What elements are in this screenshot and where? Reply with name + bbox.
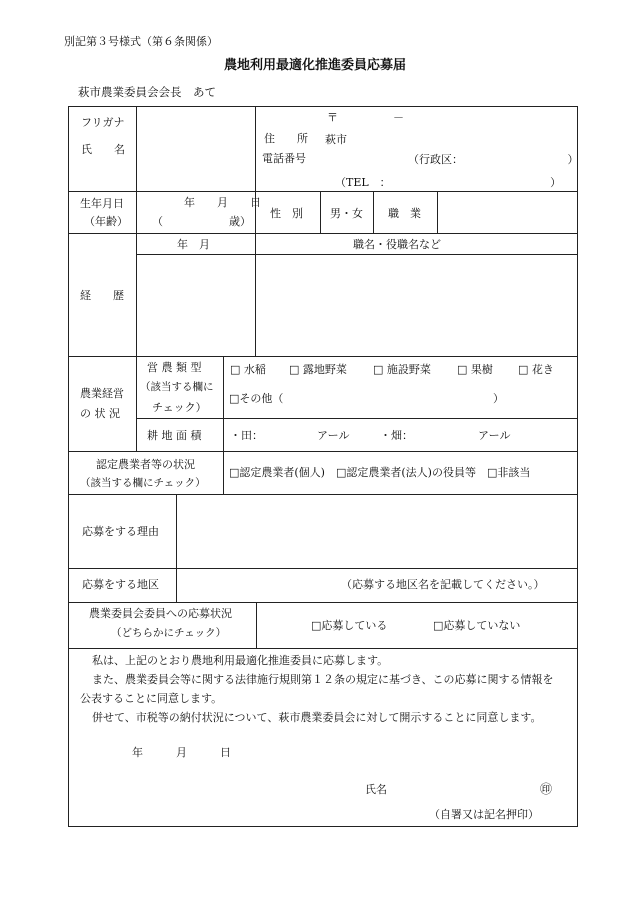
field-label: ・畑： — [380, 429, 413, 442]
seal-mark: ㊞ — [540, 782, 553, 796]
certified-options[interactable]: □認定農業者(個人) □認定農業者(法人)の役員等 □非該当 — [229, 466, 531, 479]
type-fruit[interactable]: □ 果樹 — [457, 363, 493, 376]
career-date-field[interactable] — [137, 255, 254, 355]
signature-note: （自署又は記名押印） — [429, 808, 539, 821]
career-label: 経 歴 — [80, 289, 124, 302]
paddy-label: ・田： — [230, 429, 263, 442]
birth-label: 生年月日 — [80, 197, 124, 210]
job-field[interactable] — [438, 192, 576, 232]
district-field: （行政区： ） — [408, 153, 579, 166]
committee-label: 農業委員会委員への応募状況 — [89, 607, 232, 620]
birth-date-field[interactable]: 年 月 日 — [184, 196, 261, 209]
type-open-vegetables[interactable]: □ 露地野菜 — [289, 363, 347, 376]
sex-option[interactable]: 男・女 — [330, 207, 363, 220]
farm-type-label-3: チェック） — [152, 401, 207, 414]
committee-label-2: （どちらかにチェック） — [111, 627, 227, 639]
addressee: 萩市農業委員会会長 あて — [78, 85, 216, 99]
address-label: 住 所 — [264, 132, 308, 145]
declaration-line-2: また、農業委員会等に関する法律施行規則第１２条の規定に基づき、この応募に関する情報を — [92, 673, 554, 686]
reason-field[interactable] — [177, 495, 576, 567]
field-unit: アール — [478, 429, 511, 442]
certified-label: 認定農業者等の状況 — [96, 458, 195, 471]
phone-label: 電話番号 — [262, 152, 306, 165]
signature-label: 氏名 — [365, 783, 387, 796]
area-note[interactable]: （応募する地区名を記載してください。） — [341, 578, 545, 591]
page-title: 農地利用最適化推進委員応募届 — [223, 58, 406, 73]
type-flowers[interactable]: □ 花き — [518, 363, 554, 376]
declaration-date[interactable]: 年 月 日 — [132, 746, 231, 759]
farm-label-2: の 状 況 — [80, 407, 120, 420]
farm-type-label-2: （該当する欄に — [140, 381, 214, 393]
furigana-label: フリガナ — [81, 116, 125, 129]
paddy-unit: アール — [317, 429, 350, 442]
certified-label-2: （該当する欄にチェック） — [80, 477, 206, 489]
address-input-area[interactable] — [321, 107, 576, 190]
area-label: 応募をする地区 — [82, 578, 159, 591]
name-field[interactable] — [137, 107, 254, 190]
career-position-field[interactable] — [256, 255, 576, 355]
sex-label: 性 別 — [270, 207, 303, 220]
type-other-close: ） — [493, 392, 504, 405]
form-number: 別記第３号様式（第６条関係） — [64, 35, 218, 48]
type-greenhouse-vegetables[interactable]: □ 施設野菜 — [373, 363, 431, 376]
job-label: 職 業 — [388, 207, 421, 220]
farm-label: 農業経営 — [80, 387, 124, 400]
farm-type-label: 営 農 類 型 — [147, 361, 202, 374]
farm-area-label: 耕 地 面 積 — [147, 429, 202, 442]
age-label: （年齢） — [84, 215, 128, 228]
postal-code: 〒 － — [327, 111, 404, 124]
career-col-date: 年 月 — [177, 238, 210, 251]
type-other[interactable]: □その他（ — [229, 392, 284, 405]
declaration-line-4: 併せて、市税等の納付状況について、萩市農業委員会に対して開示することに同意します。 — [92, 711, 542, 724]
committee-no[interactable]: □応募していない — [433, 619, 521, 632]
age-field[interactable]: （ 歳） — [152, 215, 251, 228]
career-col-position: 職名・役職名など — [353, 238, 441, 251]
type-rice[interactable]: □ 水稲 — [230, 363, 266, 376]
committee-yes[interactable]: □応募している — [311, 619, 388, 632]
declaration-line-3: 公表することに同意します。 — [80, 692, 223, 705]
reason-label: 応募をする理由 — [82, 525, 159, 538]
tel-field: （TEL ： ） — [335, 176, 562, 189]
declaration-line-1: 私は、上記のとおり農地利用最適化推進委員に応募します。 — [92, 654, 389, 667]
signature-field[interactable] — [392, 778, 536, 798]
name-label: 氏 名 — [81, 143, 125, 156]
address-city: 萩市 — [325, 133, 347, 146]
